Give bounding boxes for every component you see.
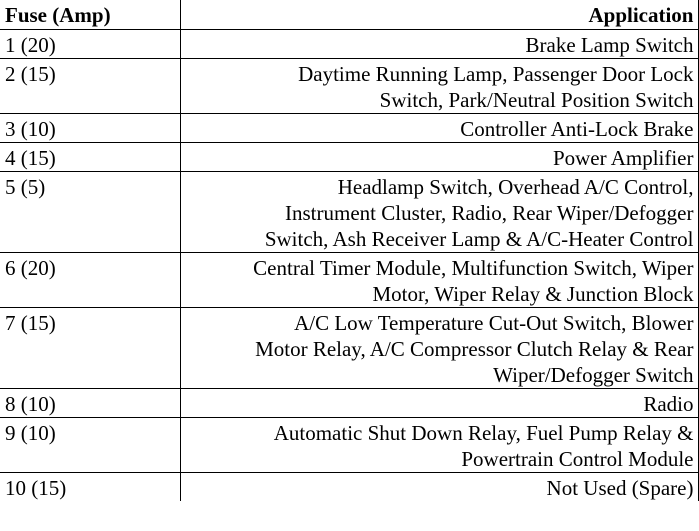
- application-cell: [180, 172, 698, 253]
- table-row: [0, 114, 698, 143]
- application-cell: [180, 143, 698, 172]
- application-line: A/C Low Temperature Cut-Out Switch, Blower: [294, 311, 694, 335]
- table-row: [0, 418, 698, 473]
- fuse-rating-cell: 4 (15): [0, 143, 180, 172]
- fuse-rating-cell: 5 (5): [0, 172, 180, 253]
- fuse-rating-cell: 7 (15): [0, 308, 180, 389]
- table-row: [0, 59, 698, 114]
- application-line: Automatic Shut Down Relay, Fuel Pump Relay &: [273, 421, 694, 445]
- table-row: [0, 143, 698, 172]
- application-line: Central Timer Module, Multifunction Switch, Wiper: [253, 256, 694, 280]
- application-cell: [180, 308, 698, 389]
- fuse-rating-cell: 8 (10): [0, 389, 180, 418]
- application-line: Brake Lamp Switch: [525, 33, 694, 57]
- table-body: [0, 30, 698, 502]
- application-line: Switch, Ash Receiver Lamp & A/C-Heater Control: [264, 227, 694, 251]
- application-cell: [180, 389, 698, 418]
- application-cell: [180, 418, 698, 473]
- application-cell: [180, 253, 698, 308]
- fuse-rating-cell: 1 (20): [0, 30, 180, 59]
- application-line: Motor Relay, A/C Compressor Clutch Relay & Rear: [255, 337, 694, 361]
- application-cell: [180, 30, 698, 59]
- application-line: Controller Anti-Lock Brake: [460, 117, 694, 141]
- fuse-rating-cell: 10 (15): [0, 473, 180, 502]
- application-line: Powertrain Control Module: [461, 447, 694, 471]
- fuse-rating-cell: 2 (15): [0, 59, 180, 114]
- table-row: [0, 253, 698, 308]
- table-row: [0, 172, 698, 253]
- header-application: Application: [180, 0, 698, 30]
- application-cell: [180, 59, 698, 114]
- table-row: [0, 473, 698, 502]
- fuse-rating-cell: 9 (10): [0, 418, 180, 473]
- application-line: Instrument Cluster, Radio, Rear Wiper/Defogger: [285, 201, 694, 225]
- table-row: [0, 30, 698, 59]
- fuse-rating-cell: 3 (10): [0, 114, 180, 143]
- application-line: Wiper/Defogger Switch: [493, 363, 694, 387]
- application-line: Power Amplifier: [552, 146, 694, 170]
- application-line: Daytime Running Lamp, Passenger Door Lock: [298, 62, 694, 86]
- application-line: Radio: [643, 392, 694, 416]
- table-header-row: [0, 0, 698, 30]
- application-line: Not Used (Spare): [546, 476, 694, 500]
- application-line: Motor, Wiper Relay & Junction Block: [372, 282, 694, 306]
- application-line: Switch, Park/Neutral Position Switch: [379, 88, 694, 112]
- application-line: Headlamp Switch, Overhead A/C Control,: [337, 175, 694, 199]
- application-cell: [180, 114, 698, 143]
- application-cell: [180, 473, 698, 502]
- table-row: [0, 389, 698, 418]
- table-row: [0, 308, 698, 389]
- header-fuse-amp: Fuse (Amp): [0, 0, 180, 30]
- fuse-rating-cell: 6 (20): [0, 253, 180, 308]
